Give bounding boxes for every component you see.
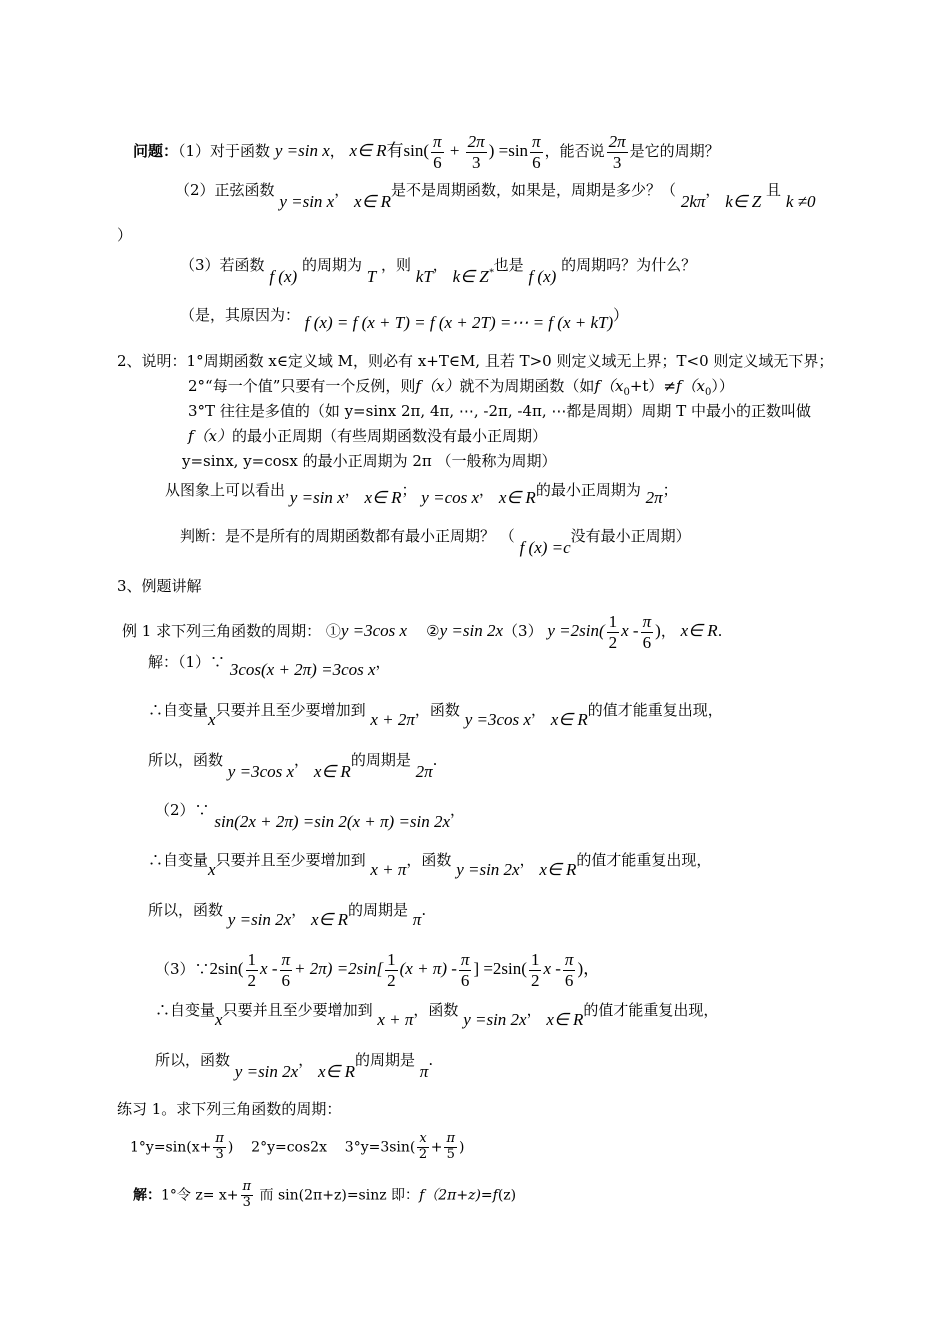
math-expr: T [366, 267, 377, 286]
math-expr: k∈ Z* [452, 267, 494, 286]
question-2: （2）正弦函数 y =sin x， x∈ R是不是周期函数，如果是，周期是多少？（ 2kπ， k∈ Z 且 k ≠0 [175, 181, 816, 211]
practice-title: 练习 1。求下列三角函数的周期： [117, 1100, 342, 1118]
fraction: $\frac{1}{2}$ [530, 950, 540, 990]
math-expr: k∈ Z [725, 192, 762, 211]
fraction: $\frac{1}{2}$ [247, 950, 257, 990]
math-expr: f (x) [269, 267, 298, 286]
math-expr: x∈ R [349, 141, 387, 161]
math-expr: 2kπ [680, 192, 706, 211]
fraction: $\frac{\pi}{5}$ [446, 1131, 456, 1162]
note-line-7: 判断：是不是所有的周期函数都有最小正周期？ （ f (x) =c没有最小正周期） [180, 527, 691, 557]
note-line-6: 从图象上可以看出 y =sin x， x∈ R； y =cos x， x∈ R的最小正周期为 2π； [165, 481, 678, 507]
solution-3-line: （3）∵2sin( $\frac{1}{2}$ x - $\frac{\pi}{6}$ + 2π) =2sin[ $\frac{1}{2}$ (x + π) - $\frac{\pi}{6}$ ] =2sin( $\frac{1}{2}$ x - $\frac{\pi}{6}$ )， [155, 950, 601, 990]
solution-1-reason: ∴自变量x只要并且至少要增加到 x + 2π，函数 y =3cos x， x∈ R的值才能重复出现， [148, 701, 723, 729]
fraction: $\frac{\pi}{3}$ [215, 1131, 224, 1162]
note-line-1: 2、说明：1°周期函数 x∈定义域 M，则必有 x+T∈M, 且若 T>0 则定义域无上界；T<0 则定义域无下界； [117, 352, 834, 370]
fraction: $\frac{\pi}{6}$ [460, 950, 470, 990]
note-line-3: 3°T 往往是多值的（如 y=sinx 2π, 4π, ⋯, -2π, -4π, ⋯都是周期）周期 T 中最小的正数叫做 [188, 402, 811, 420]
question-3: （3）若函数 f (x) 的周期为 T ，则 kT， k∈ Z*也是 f (x) 的周期吗？为什么？ [180, 256, 697, 286]
math-expr: y =sin x [274, 141, 330, 161]
math-expr: f (x) = f (x + T) = f (x + 2T) =⋯ = f (x + kT) [304, 313, 614, 332]
question-label: 问题： [133, 142, 179, 161]
question-3-answer: （是，其原因为： f (x) = f (x + T) = f (x + 2T) =⋯ = f (x + kT)） [180, 306, 629, 332]
math-expr: kT [415, 267, 433, 286]
solution-3-reason: ∴自变量x只要并且至少要增加到 x + π，函数 y =sin 2x， x∈ R的值才能重复出现， [155, 1001, 719, 1029]
example-1: 例 1 求下列三角函数的周期： ①y =3cos x ②y =sin 2x（3） y =2sin( $\frac{1}{2}$ x - $\frac{\pi}{6}$ )， x∈ R. [122, 612, 723, 652]
fraction: $\frac{\pi}{6}$ [642, 612, 652, 652]
practice-solution: 解：1°令 z= x+ $\frac{\pi}{3}$ 而 sin(2π+z)=sinz 即：f（2π+z)=f(z) [133, 1179, 517, 1210]
math-expr: x∈ R [354, 192, 392, 211]
practice-items: 1°y=sin(x+ $\frac{\pi}{3}$ ) 2°y=cos2x 3°y=3sin( $\frac{x}{2}$ + $\frac{\pi}{5}$ ) [130, 1131, 465, 1162]
note-line-2: 2°“每一个值”只要有一个反例，则f（x）就不为周期函数（如$f(x_0+t)\ne f(x_0)$） [188, 377, 734, 398]
math-expr: f (x) [528, 267, 557, 286]
fraction: $\frac{\pi}{6}$ [532, 132, 541, 172]
section-3-title: 3、例题讲解 [117, 577, 202, 595]
solution-3-conclusion: 所以，函数 y =sin 2x， x∈ R的周期是 π. [155, 1051, 434, 1081]
note-line-5: y=sinx, y=cosx 的最小正周期为 2π （一般称为周期） [182, 452, 557, 470]
fraction: $\frac{\pi}{6}$ [564, 950, 574, 990]
fraction: $\frac{2\pi}{3}$ [467, 132, 485, 172]
fraction: $\frac{1}{2}$ [608, 612, 618, 652]
fraction: $\frac{\pi}{6}$ [281, 950, 291, 990]
note-line-4: f（x）的最小正周期（有些周期函数没有最小正周期） [188, 427, 548, 445]
solution-2-conclusion: 所以，函数 y =sin 2x， x∈ R的周期是 π. [148, 901, 427, 929]
question-1: 问题：（1）对于函数 y =sin x， x∈ R有sin( $\frac{\pi}{6}$ + $\frac{2\pi}{3}$ ) =sin $\frac{\pi}{6}$ ，能否说 $\frac{2\pi}{3}$ 是它的周期？ [133, 132, 720, 172]
fraction: $\frac{\pi}{3}$ [242, 1179, 252, 1210]
solution-2-line: （2）∵ sin(2x + 2π) =sin 2(x + π) =sin 2x， [155, 801, 466, 831]
fraction: $\frac{x}{2}$ [418, 1131, 428, 1162]
fraction: $\frac{\pi}{6}$ [433, 132, 442, 172]
fraction: $\frac{1}{2}$ [387, 950, 396, 990]
math-expr: k ≠0 [785, 192, 816, 211]
question-2-close: ） [117, 226, 133, 244]
solution-1-conclusion: 所以，函数 y =3cos x， x∈ R的周期是 2π. [148, 751, 438, 781]
math-expr: y =sin x [279, 192, 335, 211]
solution-2-reason: ∴自变量x只要并且至少要增加到 x + π，函数 y =sin 2x， x∈ R的值才能重复出现， [148, 851, 712, 879]
fraction: $\frac{2\pi}{3}$ [608, 132, 626, 172]
solution-1-line: 解：（1）∵ 3cos(x + 2π) =3cos x， [148, 653, 391, 679]
